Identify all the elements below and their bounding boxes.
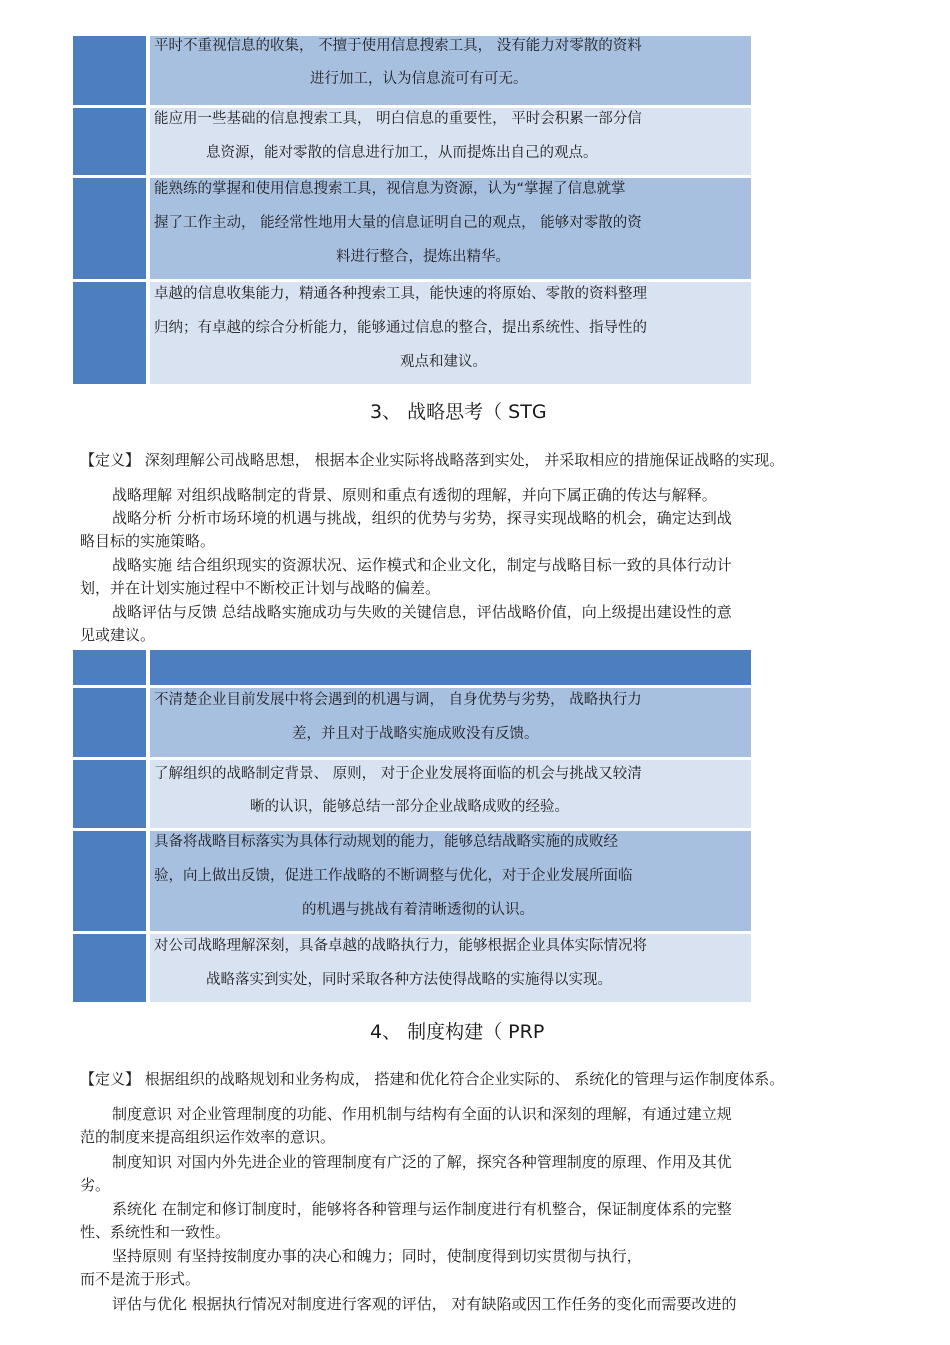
cell-line: 具备将战略目标落实为具体行动规划的能力，能够总结战略实施的成败经 [154,834,618,850]
level-cell [73,760,146,828]
table-row [73,108,751,175]
cell-line: 晰的认识，能够总结一部分企业战略成败的经验。 [250,799,569,815]
definition: 【定义】 根据组织的战略规划和业务构成， 搭建和优化符合企业实际的、 系统化的管理与运作制度体系。 [80,1070,785,1088]
cell-line: 能应用一些基础的信息搜索工具， 明白信息的重要性， 平时会积累一部分信 [154,111,642,127]
cell-line: 的机遇与挑战有着清晰透彻的认识。 [302,902,534,918]
description-cell [150,108,751,175]
cell-line: 对公司战略理解深刻，具备卓越的战略执行力，能够根据企业具体实际情况将 [154,938,647,954]
table-row [73,36,751,105]
level-cell [73,108,146,175]
competency-item: 战略分析 分析市场环境的机遇与挑战，组织的优势与劣势，探寻实现战略的机会，确定达到战 略目标的实施策略。 [80,509,732,550]
table-row [73,760,751,828]
competency-item: 战略实施 结合组织现实的资源状况、运作模式和企业文化，制定与战略目标一致的具体行动计 划，并在计划实施过程中不断校正计划与战略的偏差。 [80,556,732,597]
cell-line: 了解组织的战略制定背景、 原则， 对于企业发展将面临的机会与挑战又较清 [154,766,642,782]
description-cell [150,36,751,105]
cell-line: 能熟练的掌握和使用信息搜索工具，视信息为资源，认为“掌握了信息就掌 [154,181,626,197]
level-cell [73,934,146,1002]
description-cell [150,760,751,828]
cell-line: 息资源，能对零散的信息进行加工，从而提炼出自己的观点。 [206,145,598,161]
table-row [73,178,751,279]
cell-line: 验，向上做出反馈，促进工作战略的不断调整与优化，对于企业发展所面临 [154,868,633,884]
competency-item: 评估与优化 根据执行情况对制度进行客观的评估， 对有缺陷或因工作任务的变化而需要改进的 [112,1295,737,1313]
level-cell [73,688,146,757]
cell-line: 不清楚企业目前发展中将会遇到的机遇与调， 自身优势与劣势， 战略执行力 [154,692,642,708]
cell-line: 握了工作主动， 能经常性地用大量的信息证明自己的观点， 能够对零散的资 [154,215,642,231]
competency-item: 战略理解 对组织战略制定的背景、原则和重点有透彻的理解，并向下属正确的传达与解释。 [112,486,717,504]
cell-line: 战略落实到实处，同时采取各种方法使得战略的实施得以实现。 [206,972,612,988]
cell-line: 料进行整合，提炼出精华。 [336,249,510,265]
description-cell [150,831,751,931]
definition: 【定义】 深刻理解公司战略思想， 根据本企业实际将战略落到实处， 并采取相应的措施保证战略的实现。 [80,451,785,469]
competency-item: 制度意识 对企业管理制度的功能、作用机制与结构有全面的认识和深刻的理解，有通过建立规 范的制度来提高组织运作效率的意识。 [80,1105,732,1146]
table-header [73,650,751,685]
table-row [73,934,751,1002]
description-cell [150,178,751,279]
cell-line: 进行加工，认为信息流可有可无。 [310,71,528,87]
table-row [73,688,751,757]
cell-line: 观点和建议。 [400,354,487,370]
competency-item: 坚持原则 有坚持按制度办事的决心和魄力；同时，使制度得到切实贯彻与执行， 而不是流于形式。 [80,1247,642,1288]
header-cell [150,650,751,685]
competency-table-info [73,36,751,384]
header-cell [73,650,146,685]
competency-item: 制度知识 对国内外先进企业的管理制度有广泛的了解，探究各种管理制度的原理、作用及其优 劣。 [80,1153,732,1194]
description-cell [150,282,751,384]
table-row [73,282,751,384]
level-cell [73,831,146,931]
section-heading: 4、 制度构建（ PRP [370,1021,545,1043]
level-cell [73,178,146,279]
description-cell [150,688,751,757]
cell-line: 差，并且对于战略实施成败没有反馈。 [292,726,539,742]
competency-item: 战略评估与反馈 总结战略实施成功与失败的关键信息，评估战略价值，向上级提出建设性的意 见或建议。 [80,603,732,644]
cell-line: 卓越的信息收集能力，精通各种搜索工具，能快速的将原始、零散的资料整理 [154,286,647,302]
cell-line: 归纳；有卓越的综合分析能力，能够通过信息的整合，提出系统性、指导性的 [154,320,647,336]
competency-table-strategy [73,650,751,1002]
description-cell [150,934,751,1002]
level-cell [73,36,146,105]
section-heading: 3、 战略思考（ STG [370,401,547,423]
level-cell [73,282,146,384]
cell-line: 平时不重视信息的收集， 不擅于使用信息搜索工具， 没有能力对零散的资料 [154,38,642,54]
competency-item: 系统化 在制定和修订制度时，能够将各种管理与运作制度进行有机整合，保证制度体系的完整 性、系统性和一致性。 [80,1200,732,1241]
table-row [73,831,751,931]
